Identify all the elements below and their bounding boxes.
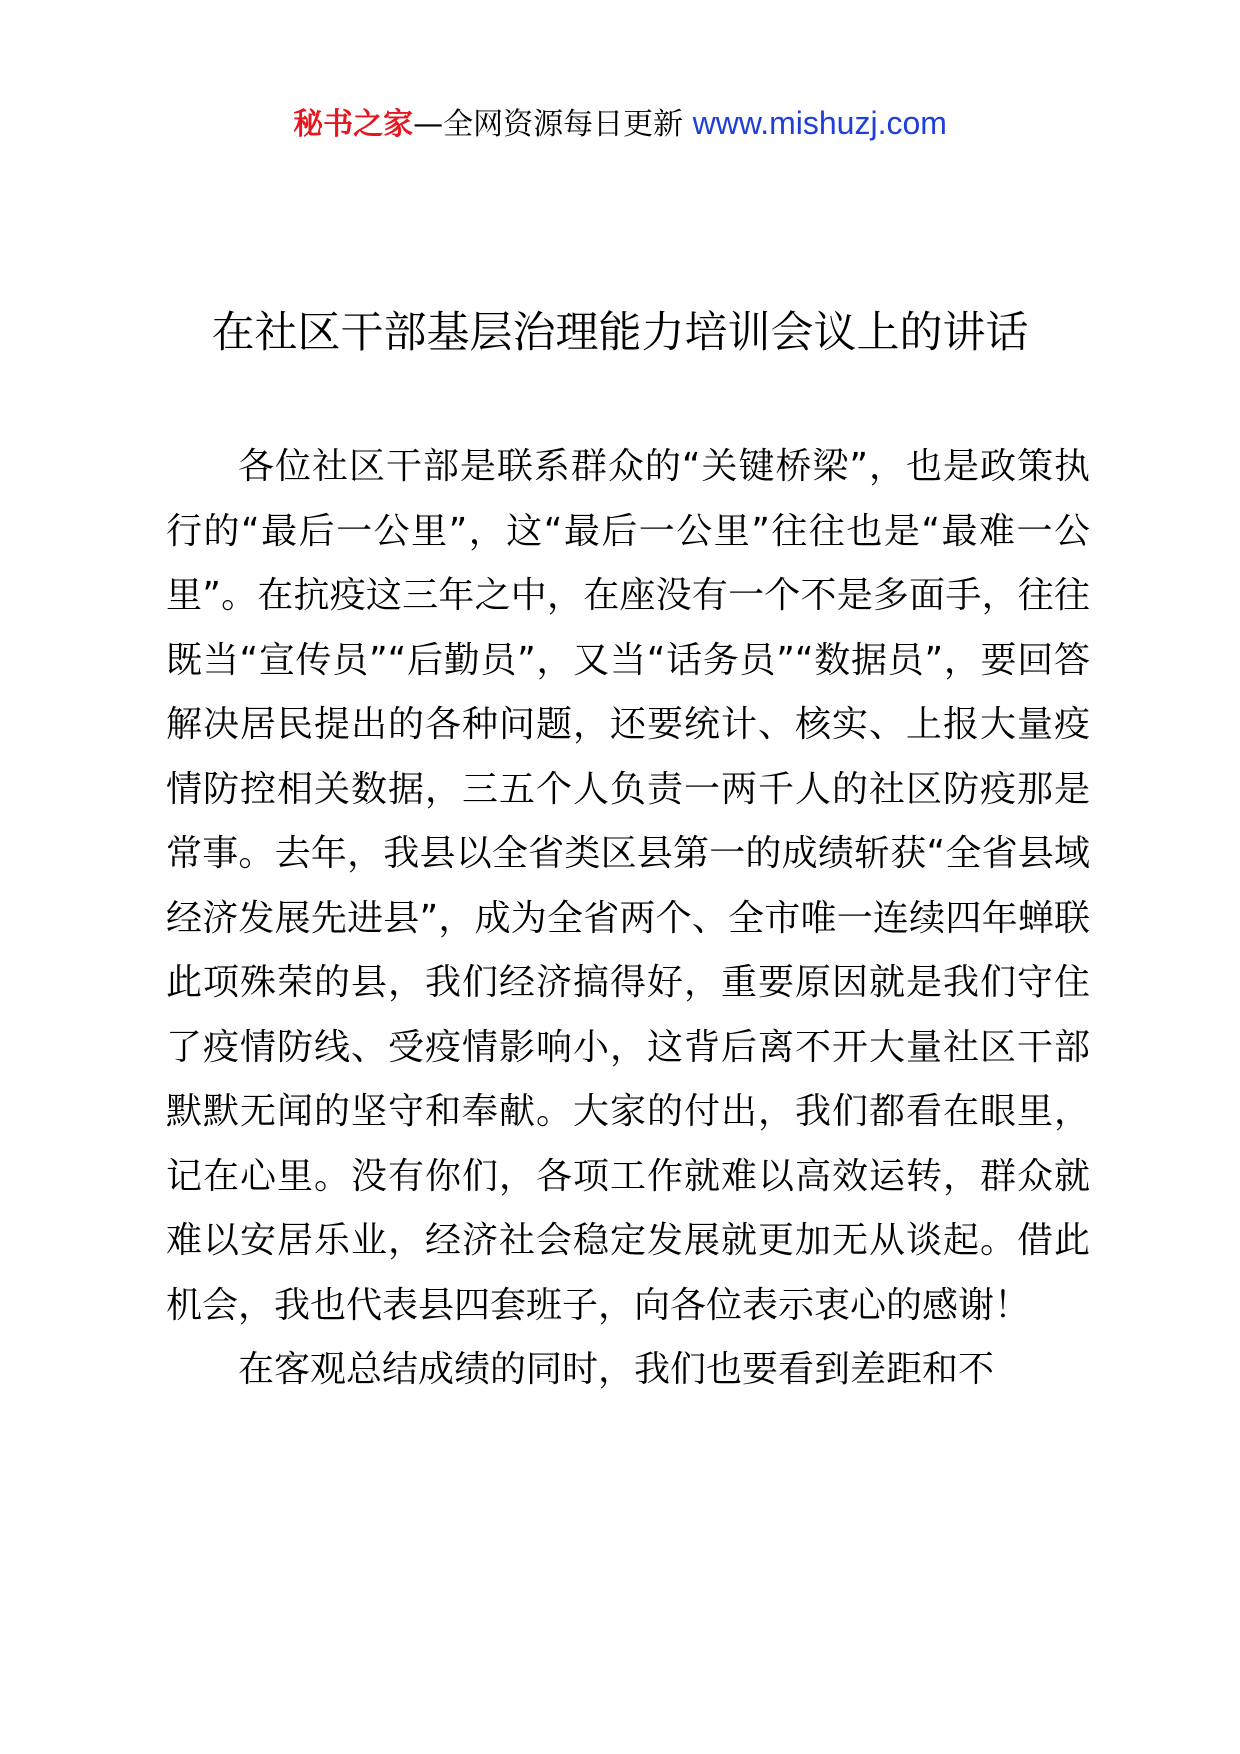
site-header bbox=[0, 100, 1240, 148]
site-brand: 秘书之家 bbox=[293, 107, 414, 142]
paragraph-1: 各位社区干部是联系群众的“关键桥梁”，也是政策执行的“最后一公里”，这“最后一公里”往往也是“最难一公里”。在抗疫这三年之中，在座没有一个不是多面手，往往既当“宣传员”“后勤员”，又当“话务员”“数据员”，要回答解决居民提出的各种问题，还要统计、核实、上报大量疫情防控相关数据，三五个人负责一两千人的社区防疫那是常事。去年，我县以全省类区县第一的成绩斩获“全省县域经济发展先进县”，成为全省两个、全市唯一连续四年蝉联此项殊荣的县，我们经济搞得好，重要原因就是我们守住了疫情防线、受疫情影响小，这背后离不开大量社区干部默默无闻的坚守和奉献。大家的付出，我们都看在眼里，记在心里。没有你们，各项工作就难以高效运转，群众就难以安居乐业，经济社会稳定发展就更加无从谈起。借此机会，我也代表县四套班子，向各位表示衷心的感谢！ bbox=[166, 446, 1090, 1326]
paragraph-2: 在客观总结成绩的同时，我们也要看到差距和不 bbox=[238, 1349, 995, 1390]
document-title: 在社区干部基层治理能力培训会议上的讲话 bbox=[211, 308, 1029, 358]
document-body bbox=[166, 435, 1090, 1403]
site-tagline: —全网资源每日更新 bbox=[413, 107, 693, 142]
site-url[interactable]: www.mishuzj.com bbox=[692, 105, 947, 141]
